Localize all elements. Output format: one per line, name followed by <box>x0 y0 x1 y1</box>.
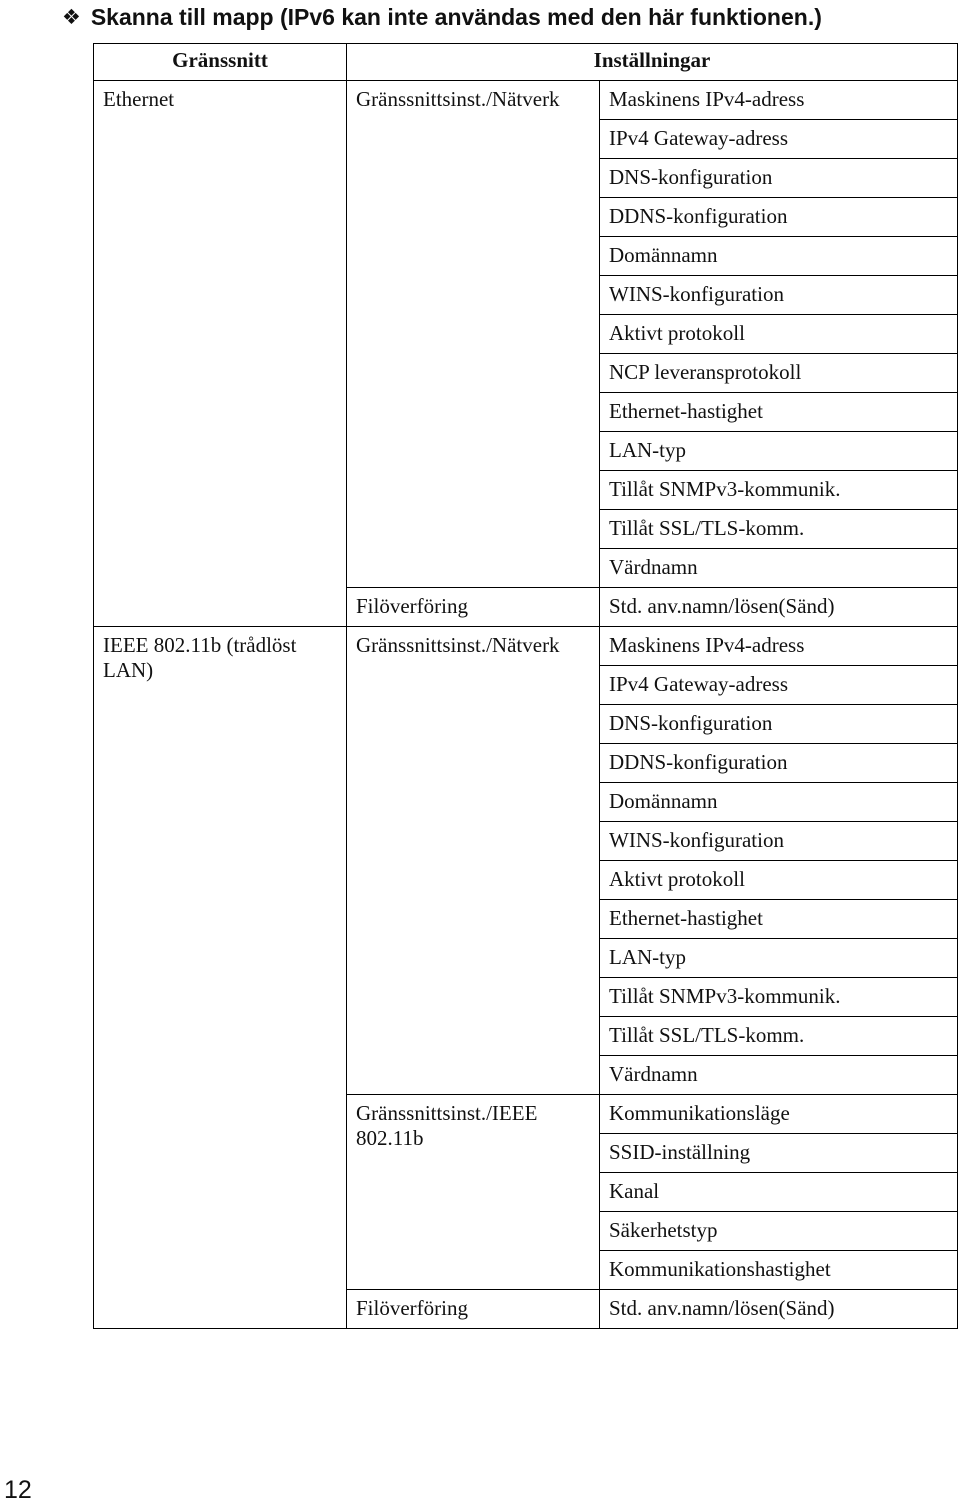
setting-item: Kommunikationsläge <box>600 1095 958 1134</box>
setting-item: Kanal <box>600 1173 958 1212</box>
setting-item: DDNS-konfiguration <box>600 744 958 783</box>
setting-item: IPv4 Gateway-adress <box>600 666 958 705</box>
section-heading <box>62 0 822 34</box>
setting-item: Tillåt SNMPv3-kommunik. <box>600 471 958 510</box>
setting-item: Värdnamn <box>600 549 958 588</box>
diamond-bullet-icon: ❖ <box>62 5 81 29</box>
setting-item: DNS-konfiguration <box>600 159 958 198</box>
setting-item: NCP leveransprotokoll <box>600 354 958 393</box>
group-cell: Filöverföring <box>347 1290 600 1329</box>
page-number: 12 <box>4 1476 32 1504</box>
setting-item: Värdnamn <box>600 1056 958 1095</box>
setting-item: Aktivt protokoll <box>600 315 958 354</box>
setting-item: Tillåt SSL/TLS-komm. <box>600 510 958 549</box>
setting-item: Domännamn <box>600 783 958 822</box>
settings-table-body <box>94 81 958 1329</box>
setting-item: Kommunikationshastighet <box>600 1251 958 1290</box>
setting-item: DDNS-konfiguration <box>600 198 958 237</box>
setting-item: Tillåt SNMPv3-kommunik. <box>600 978 958 1017</box>
setting-item: WINS-konfiguration <box>600 276 958 315</box>
setting-item: IPv4 Gateway-adress <box>600 120 958 159</box>
setting-item: Std. anv.namn/lösen(Sänd) <box>600 1290 958 1329</box>
group-cell: Gränssnittsinst./Nätverk <box>347 627 600 1095</box>
setting-item: LAN-typ <box>600 432 958 471</box>
settings-table <box>93 43 958 1329</box>
setting-item: WINS-konfiguration <box>600 822 958 861</box>
group-cell: Filöverföring <box>347 588 600 627</box>
table-row <box>94 81 958 120</box>
setting-item: DNS-konfiguration <box>600 705 958 744</box>
header-interface: Gränssnitt <box>94 44 347 81</box>
group-cell: Gränssnittsinst./IEEE 802.11b <box>347 1095 600 1290</box>
group-cell: Gränssnittsinst./Nätverk <box>347 81 600 588</box>
table-row <box>94 627 958 666</box>
setting-item: Aktivt protokoll <box>600 861 958 900</box>
setting-item: Säkerhetstyp <box>600 1212 958 1251</box>
setting-item: Ethernet-hastighet <box>600 900 958 939</box>
setting-item: SSID-inställning <box>600 1134 958 1173</box>
setting-item: Maskinens IPv4-adress <box>600 627 958 666</box>
setting-item: Std. anv.namn/lösen(Sänd) <box>600 588 958 627</box>
setting-item: Maskinens IPv4-adress <box>600 81 958 120</box>
section-heading-text: Skanna till mapp (IPv6 kan inte användas med den här funktionen.) <box>90 3 822 30</box>
header-settings: Inställningar <box>347 44 958 81</box>
setting-item: Ethernet-hastighet <box>600 393 958 432</box>
interface-cell: Ethernet <box>94 81 347 627</box>
setting-item: LAN-typ <box>600 939 958 978</box>
setting-item: Domännamn <box>600 237 958 276</box>
setting-item: Tillåt SSL/TLS-komm. <box>600 1017 958 1056</box>
interface-cell: IEEE 802.11b (trådlöst LAN) <box>94 627 347 1329</box>
